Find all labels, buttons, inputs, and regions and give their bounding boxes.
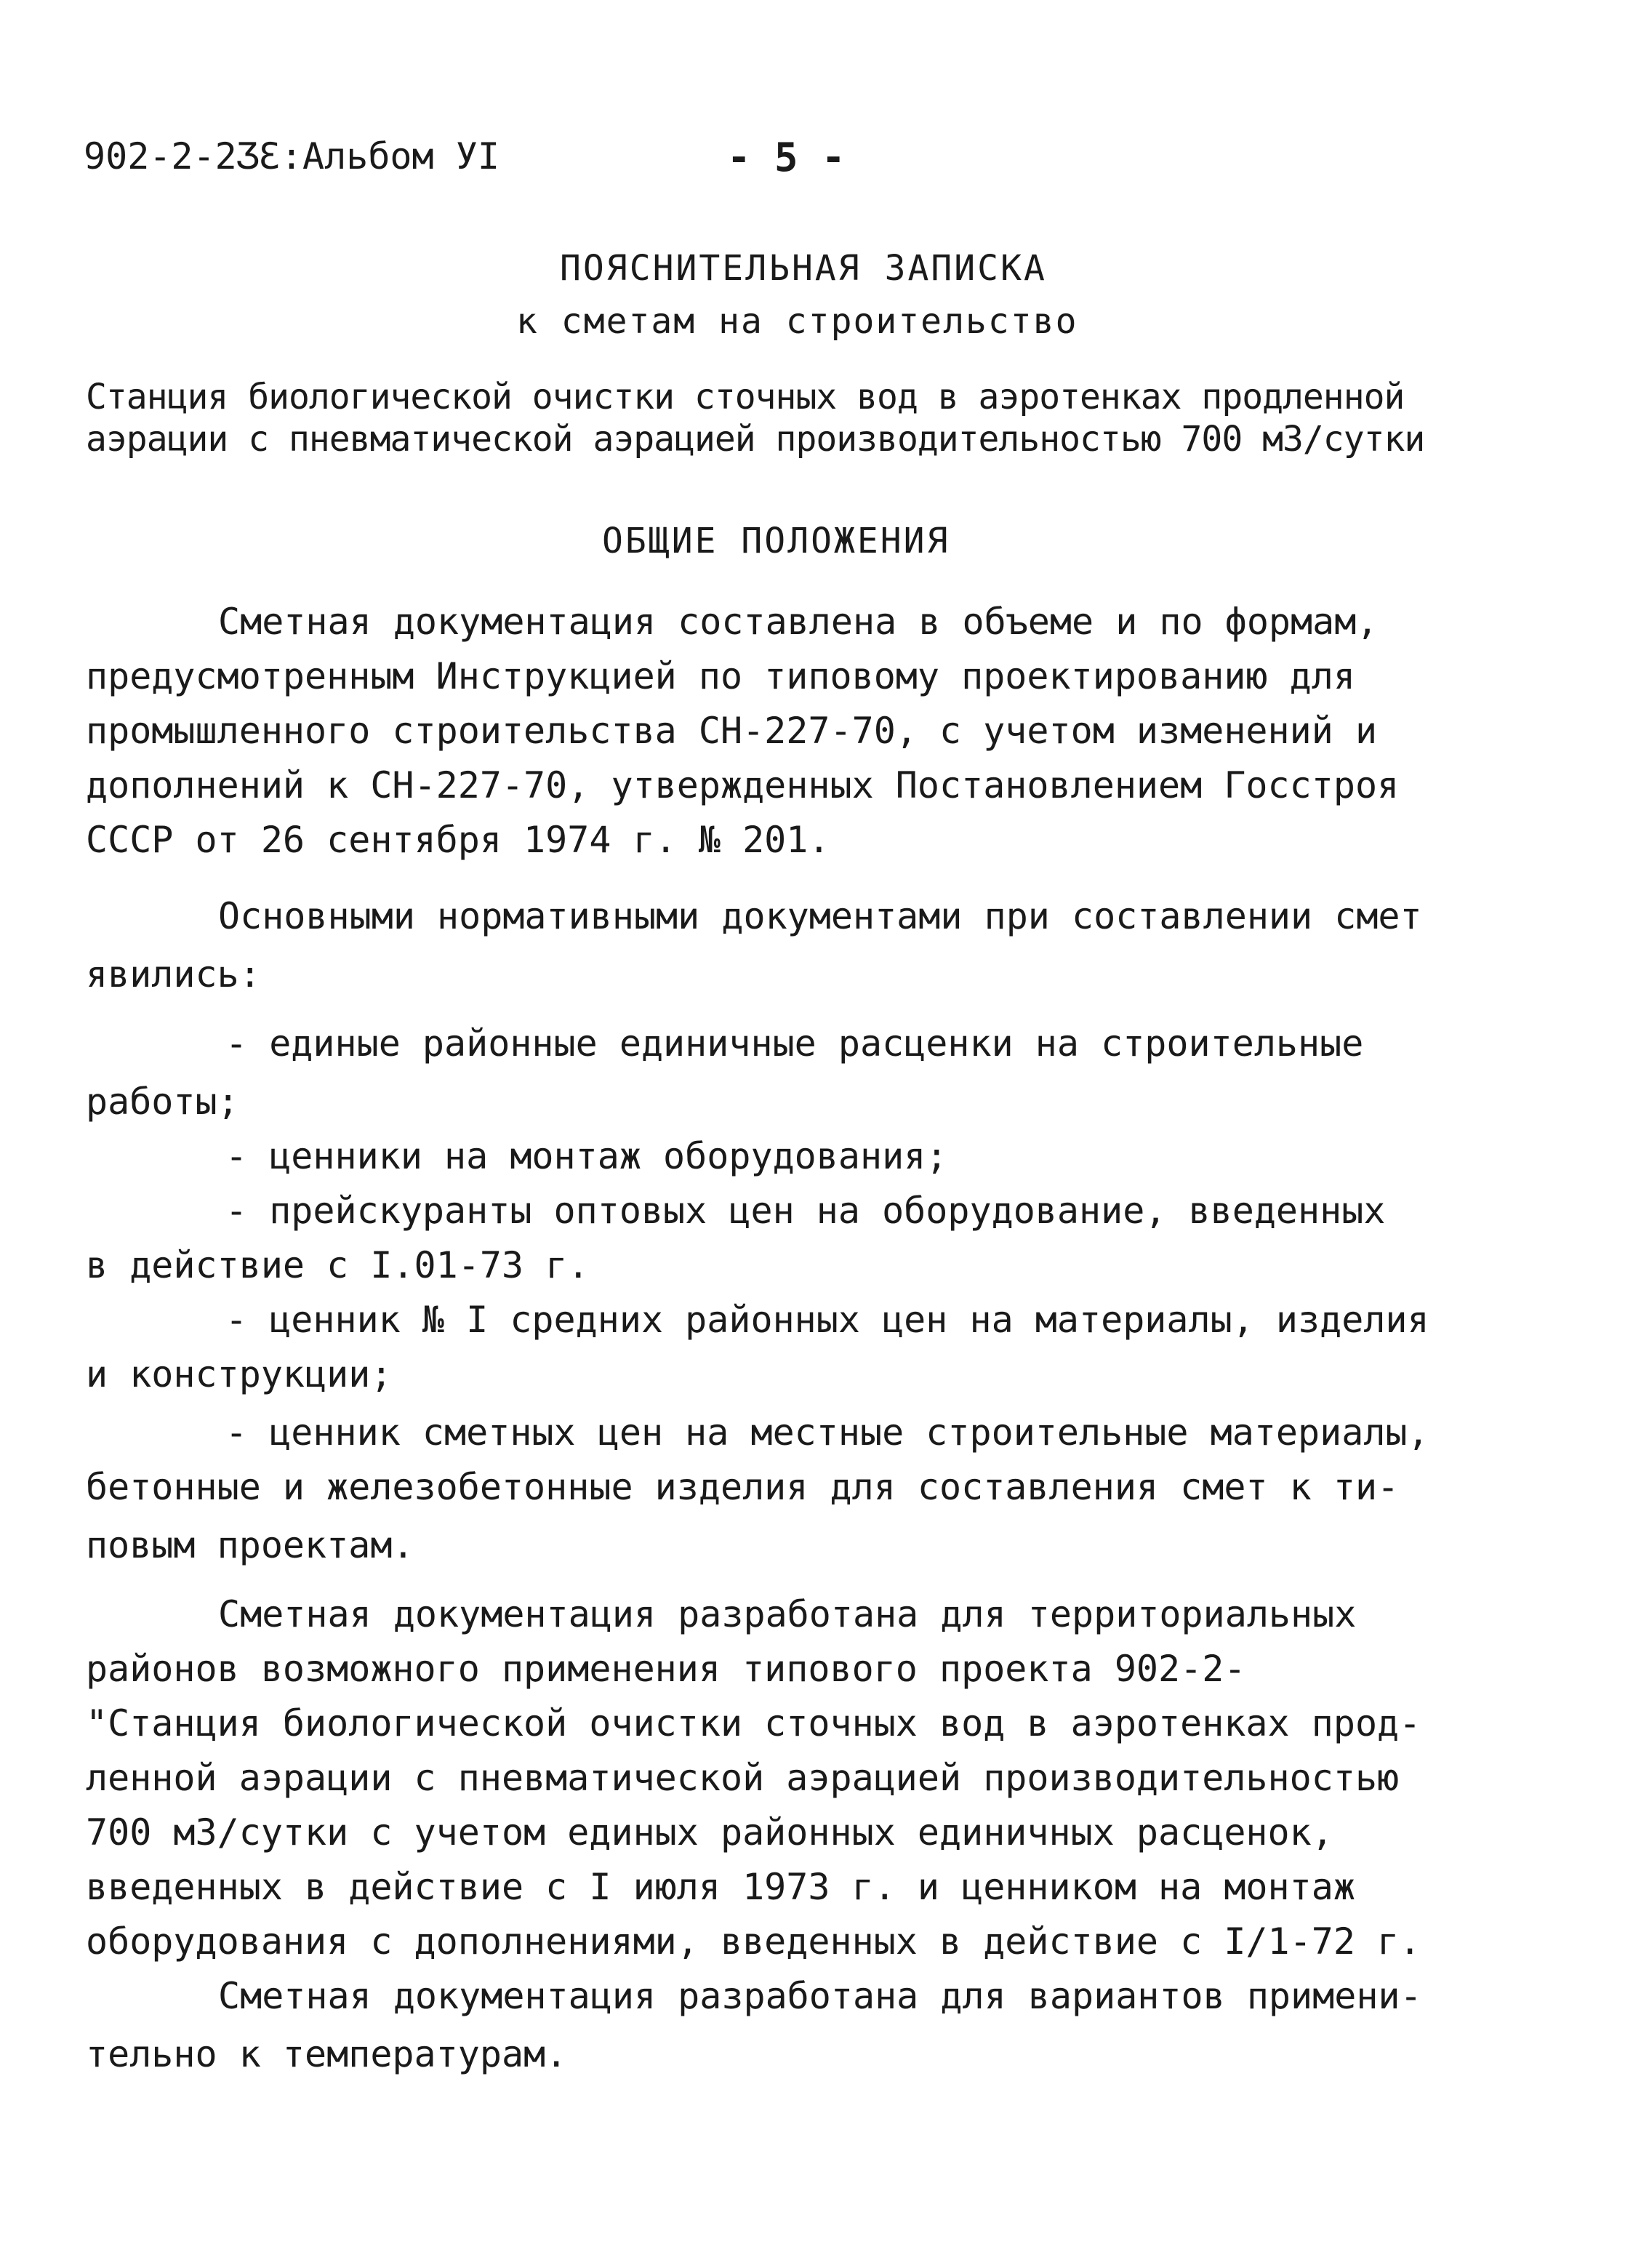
paragraph-line: ленной аэрации с пневматической аэрацией производительностью xyxy=(86,1757,1400,1799)
subtitle-line: аэрации с пневматической аэрацией производительностью 700 м3/сутки xyxy=(86,419,1425,460)
page-number: - 5 - xyxy=(727,135,846,180)
list-item-continuation: повым проектам. xyxy=(86,1524,414,1566)
document-title-line2: к сметам на строительство xyxy=(516,301,1078,342)
paragraph-line: СССР от 26 сентября 1974 г. № 201. xyxy=(86,819,830,861)
paragraph-line: оборудования с дополнениями, введенных в действие с I/1-72 г. xyxy=(86,1920,1421,1963)
subtitle-line: Станция биологической очистки сточных вод в аэротенках продленной xyxy=(86,377,1405,417)
list-item-continuation: бетонные и железобетонные изделия для составления смет к ти- xyxy=(86,1466,1400,1508)
list-item: - единые районные единичные расценки на строительные xyxy=(225,1022,1364,1065)
paragraph-line: Сметная документация разработана для вариантов примени- xyxy=(218,1975,1422,2017)
paragraph-line: "Станция биологической очистки сточных вод в аэротенках прод- xyxy=(86,1702,1421,1744)
paragraph-line: Сметная документация разработана для территориальных xyxy=(218,1593,1357,1635)
paragraph-line: Основными нормативными документами при составлении смет xyxy=(218,895,1422,937)
document-code: 902-2-2ƷƐ:Альбом УI xyxy=(84,135,499,177)
list-item-continuation: работы; xyxy=(86,1081,239,1123)
list-item-continuation: и конструкции; xyxy=(86,1353,393,1395)
paragraph-line: промышленного строительства СН-227-70, с учетом изменений и xyxy=(86,710,1378,752)
paragraph-line: районов возможного применения типового проекта 902-2- xyxy=(86,1648,1246,1690)
paragraph-line: введенных в действие с I июля 1973 г. и ценником на монтаж xyxy=(86,1866,1355,1908)
paragraph-line: предусмотренным Инструкцией по типовому проектированию для xyxy=(86,655,1355,697)
paragraph-line: тельно к температурам. xyxy=(86,2033,568,2075)
list-item-continuation: в действие с I.01-73 г. xyxy=(86,1244,590,1286)
document-title: ПОЯСНИТЕЛЬНАЯ ЗАПИСКА xyxy=(560,248,1047,289)
list-item: - ценники на монтаж оборудования; xyxy=(225,1135,948,1177)
paragraph-line: дополнений к СН-227-70, утвержденных Постановлением Госстроя xyxy=(86,764,1400,806)
list-item: - ценник № I средних районных цен на материалы, изделия xyxy=(225,1299,1429,1341)
paragraph-line: 700 м3/сутки с учетом единых районных единичных расценок, xyxy=(86,1811,1333,1854)
paragraph-line: Сметная документация составлена в объеме и по формам, xyxy=(218,601,1379,643)
paragraph-line: явились: xyxy=(86,953,261,995)
list-item: - ценник сметных цен на местные строительные материалы, xyxy=(225,1411,1429,1454)
section-heading: ОБЩИЕ ПОЛОЖЕНИЯ xyxy=(602,521,950,561)
list-item: - прейскуранты оптовых цен на оборудование, введенных xyxy=(225,1190,1386,1232)
